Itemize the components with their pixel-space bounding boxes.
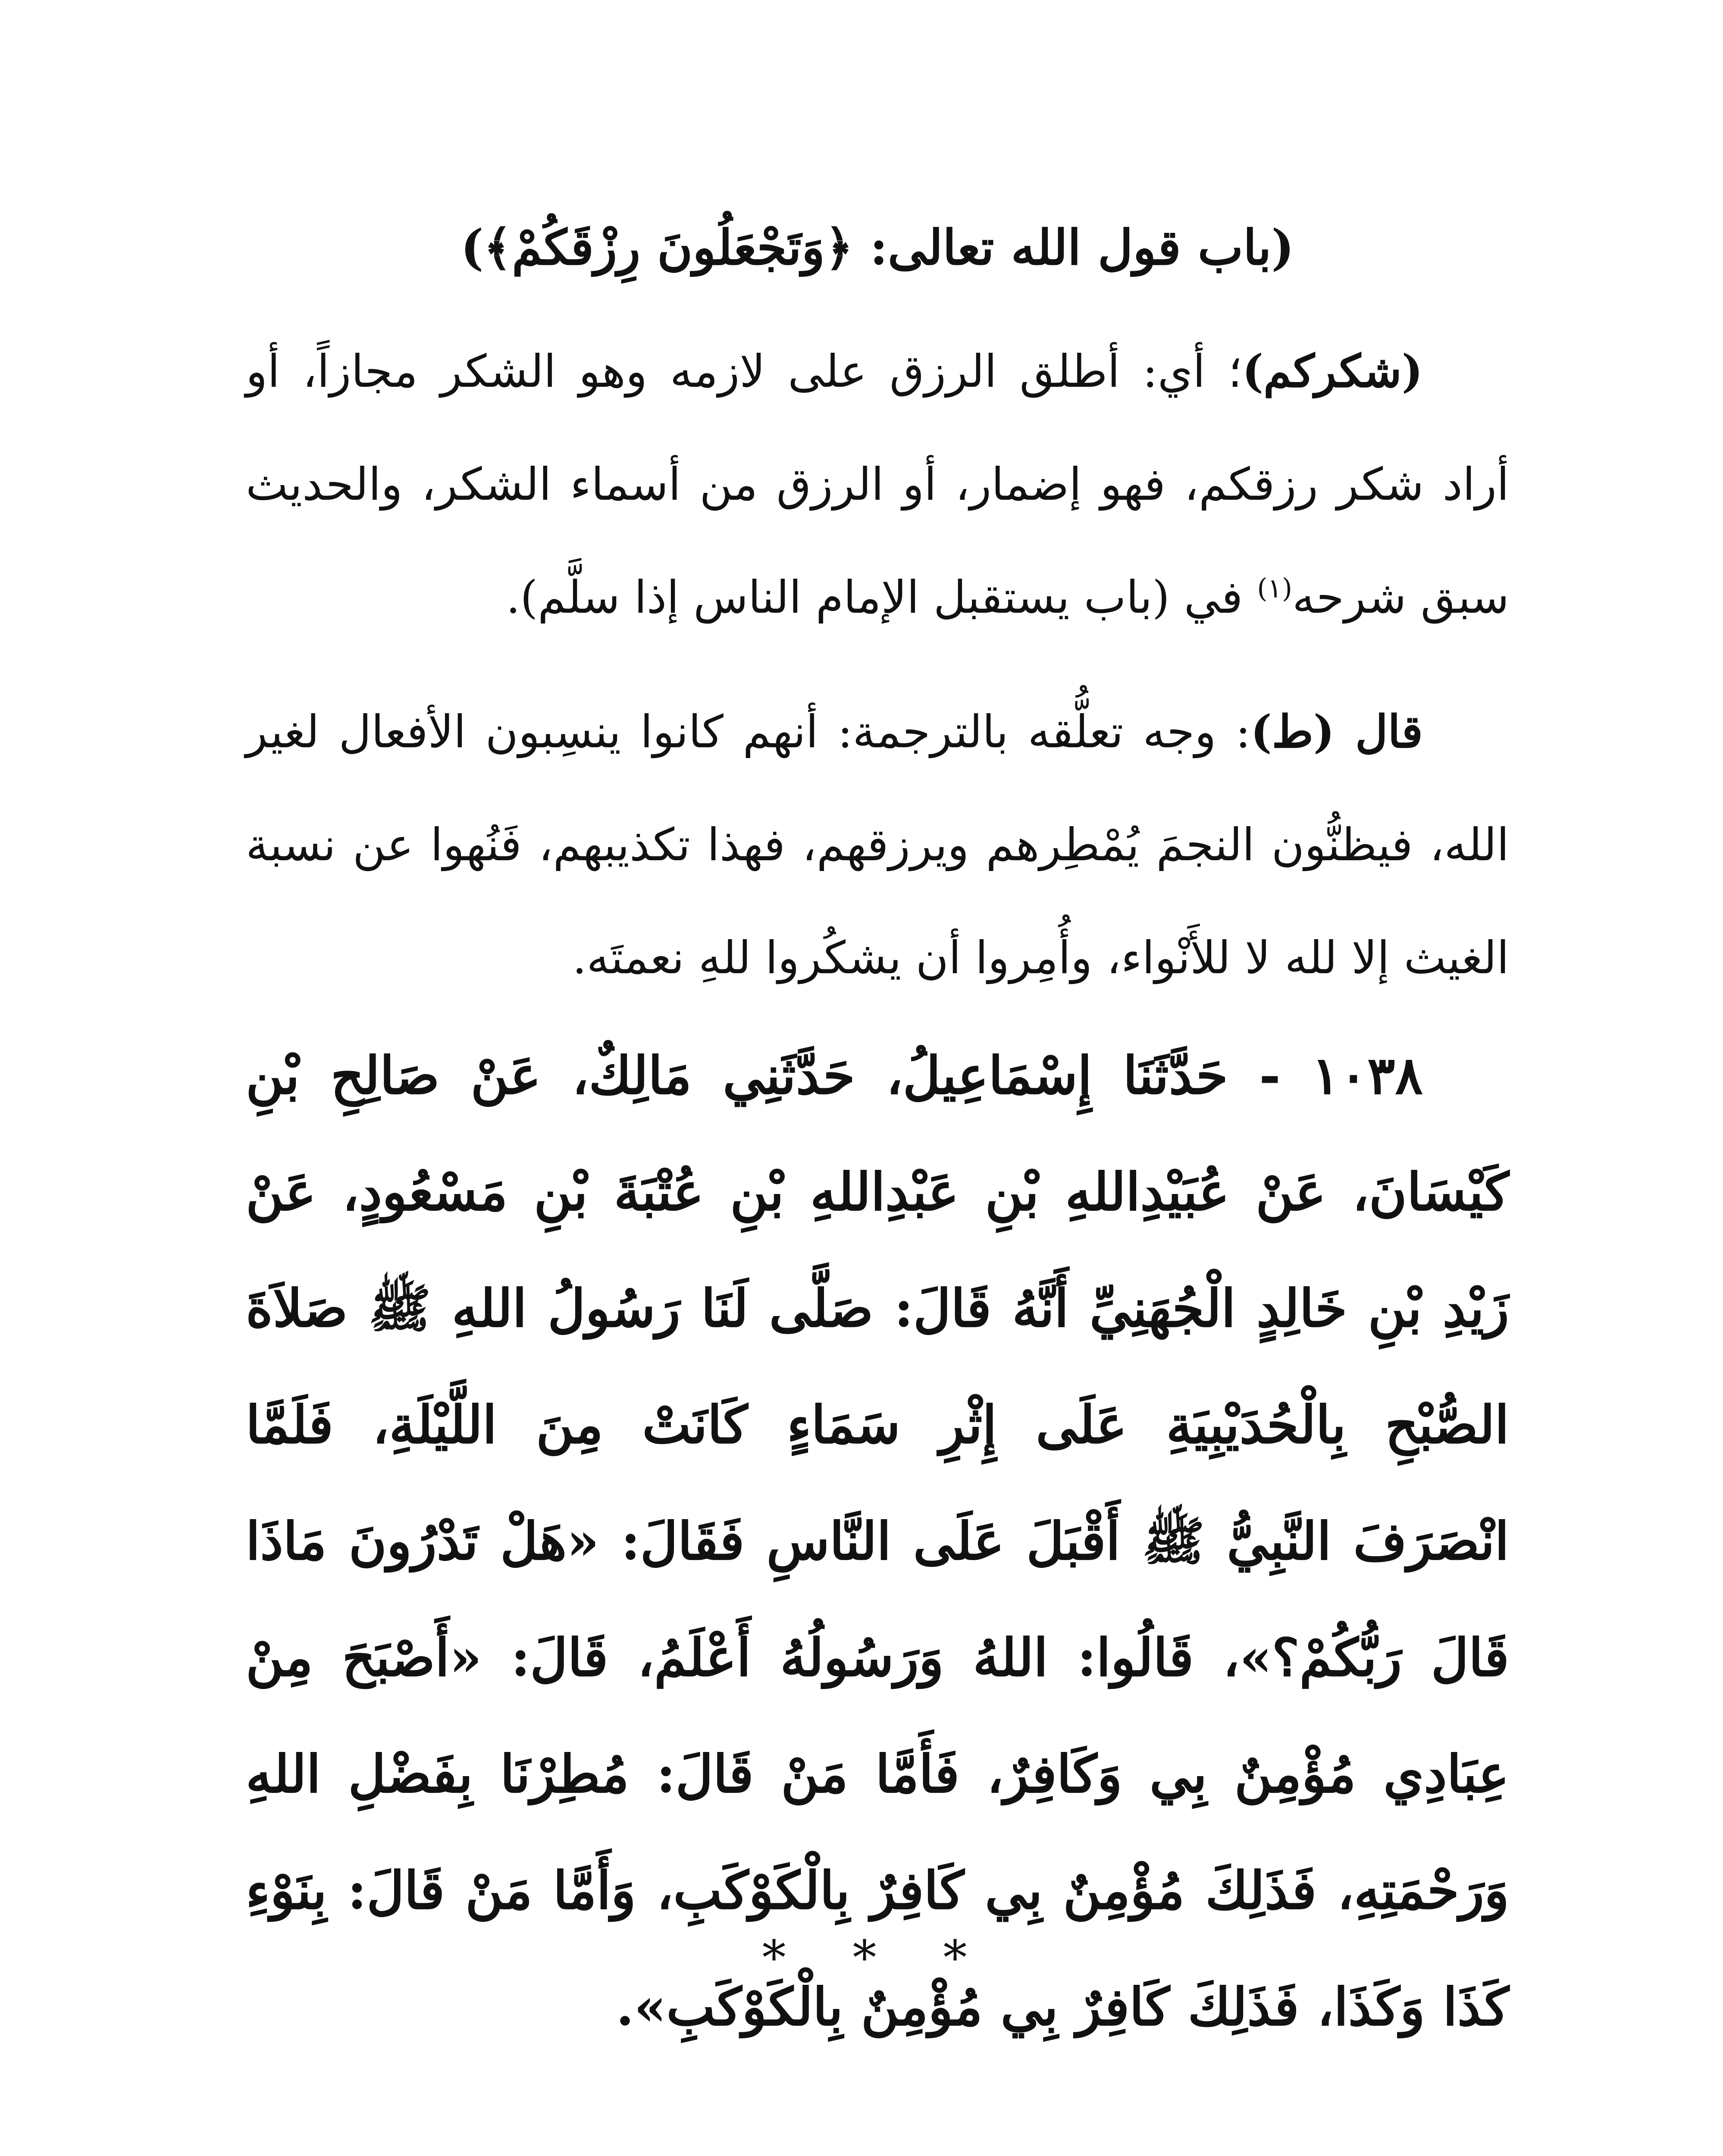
commentary-text-2: : وجه تعلُّقه بالترجمة: أنهم كانوا ينسِبون الأفعال لغير الله، فيظنُّون النجمَ يُمْطِرهم ويرزقهم، فهذا تكذيبهم، فَنُهوا عن نسبة الغيث إلا لله لا للأَنْواء، وأُمِروا أن يشكُروا للهِ نعمتَه. [246, 705, 1509, 984]
commentary-label: قال (ط) [1250, 705, 1423, 758]
commentary-paragraph-1 [246, 315, 1509, 654]
commentary-text-1: ؛ أي: أطلق الرزق على لازمه وهو الشكر مجازاً، أو أراد شكر رزقكم، فهو إضمار، أو الرزق من أسماء الشكر، والحديث سبق شرحه [246, 345, 1509, 624]
section-separator: * * * [762, 1930, 993, 1985]
chapter-heading: (باب قول الله تعالى: ﴿وَتَجْعَلُونَ رِزْقَكُمْ﴾) [461, 219, 1294, 276]
commentary-paragraph-2 [246, 675, 1509, 1014]
footnote-reference: (١) [1257, 572, 1293, 604]
hadith-text: ١٠٣٨ - حَدَّثَنَا إِسْمَاعِيلُ، حَدَّثَنِي مَالِكٌ، عَنْ صَالِحِ بْنِ كَيْسَانَ، عَنْ عُبَيْدِاللهِ بْنِ عَبْدِاللهِ بْنِ عُتْبَةَ بْنِ مَسْعُودٍ، عَنْ زَيْدِ بْنِ خَالِدٍ الْجُهَنِيِّ أَنَّهُ قَالَ: صَلَّى لَنَا رَسُولُ اللهِ ﷺ صَلاَةَ الصُّبْحِ بِالْحُدَيْبِيَةِ عَلَى إِثْرِ سَمَاءٍ كَانَتْ مِنَ اللَّيْلَةِ، فَلَمَّا انْصَرَفَ النَّبِيُّ ﷺ أَقْبَلَ عَلَى النَّاسِ فَقَالَ: «هَلْ تَدْرُونَ مَاذَا قَالَ رَبُّكُمْ؟»، قَالُوا: اللهُ وَرَسُولُهُ أَعْلَمُ، قَالَ: «أَصْبَحَ مِنْ عِبَادِي مُؤْمِنٌ بِي وَكَافِرٌ، فَأَمَّا مَنْ قَالَ: مُطِرْنَا بِفَضْلِ اللهِ وَرَحْمَتِهِ، فَذَلِكَ مُؤْمِنٌ بِي كَافِرٌ بِالْكَوْكَبِ، وَأَمَّا مَنْ قَالَ: بِنَوْءِ كَذَا وَكَذَا، فَذَلِكَ كَافِرٌ بِي مُؤْمِنٌ بِالْكَوْكَبِ». [246, 1045, 1510, 2037]
commentary [246, 315, 1509, 1036]
commentary-term: (شكركم) [1242, 345, 1423, 398]
commentary-text-1-tail: في (باب يستقبل الإمام الناس إذا سلَّم). [506, 571, 1257, 624]
